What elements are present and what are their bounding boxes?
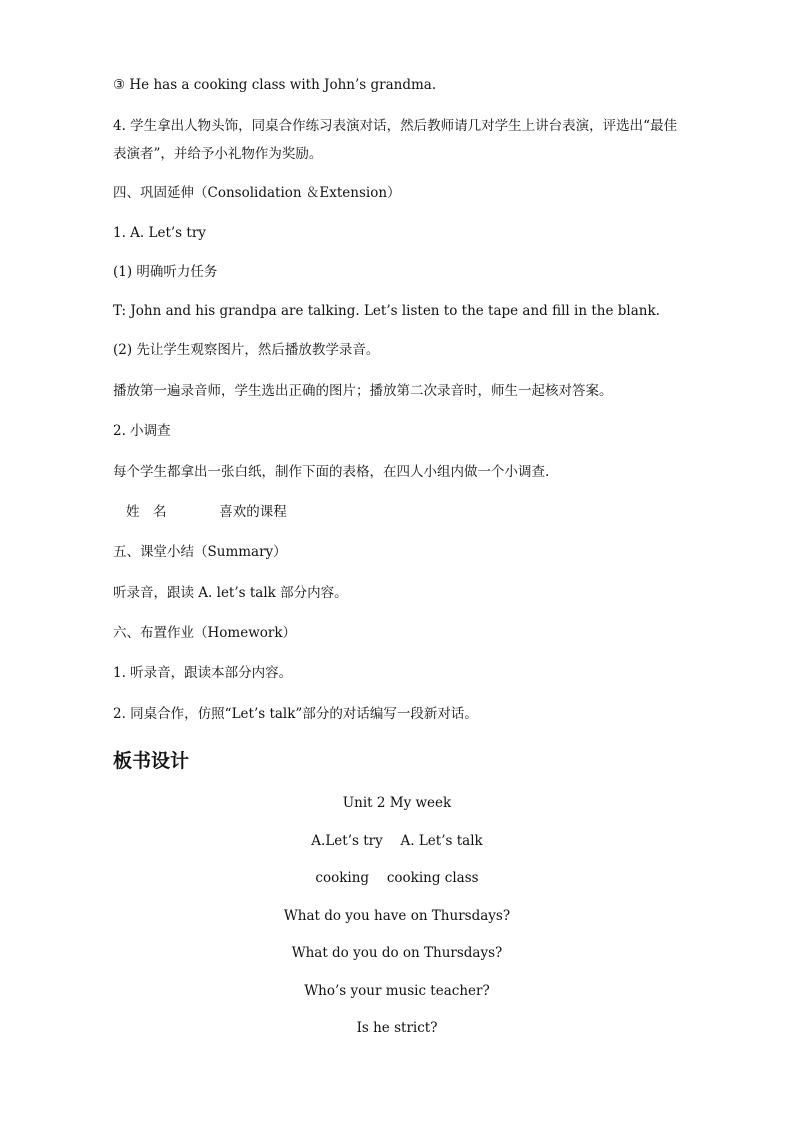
survey-table-header (113, 502, 287, 522)
section-heading: 四、巩固延伸（Consolidation ＆Extension） (113, 185, 401, 201)
paragraph-line: T: John and his grandpa are talking. Let’s listen to the tape and fill in the blank. (113, 303, 660, 319)
board-line: Is he strict? (356, 1020, 438, 1036)
table-col-course: 喜欢的课程 (219, 504, 287, 520)
board-line: Who’s your music teacher? (304, 983, 490, 999)
board-line: What do you do on Thursdays? (291, 945, 503, 961)
paragraph-line: 1. 听录音，跟读本部分内容。 (113, 665, 293, 681)
board-line: Unit 2 My week (342, 795, 452, 811)
paragraph-line: 2. 同桌合作，仿照“Let’s talk”部分的对话编写一段新对话。 (113, 706, 478, 722)
board-line: cooking cooking class (315, 870, 479, 886)
paragraph-line: 2. 小调查 (113, 423, 171, 439)
section-heading: 五、课堂小结（Summary） (113, 544, 287, 560)
board-line: What do you have on Thursdays? (283, 908, 511, 924)
paragraph-line: (1) 明确听力任务 (113, 264, 218, 280)
board-design-heading: 板书设计 (113, 750, 190, 772)
paragraph-line: 4. 学生拿出人物头饰，同桌合作练习表演对话，然后教师请几对学生上讲台表演，评选出“最佳表演者”，并给予小礼物作为奖励。 (113, 118, 678, 162)
board-line: A.Let’s try A. Let’s talk (311, 833, 483, 849)
paragraph-line: 每个学生都拿出一张白纸，制作下面的表格，在四人小组内做一个小调查. (113, 464, 550, 480)
paragraph-line: 播放第一遍录音师，学生选出正确的图片；播放第二次录音时，师生一起核对答案。 (113, 383, 613, 399)
section-heading: 六、布置作业（Homework） (113, 625, 297, 641)
table-col-name: 姓 名 (126, 504, 167, 520)
paragraph-line: ③ He has a cooking class with John’s grandma. (113, 77, 437, 93)
paragraph-line: (2) 先让学生观察图片，然后播放教学录音。 (113, 342, 380, 358)
paragraph-line: 1. A. Let’s try (113, 225, 206, 241)
paragraph-line: 听录音，跟读 A. let’s talk 部分内容。 (113, 585, 348, 601)
